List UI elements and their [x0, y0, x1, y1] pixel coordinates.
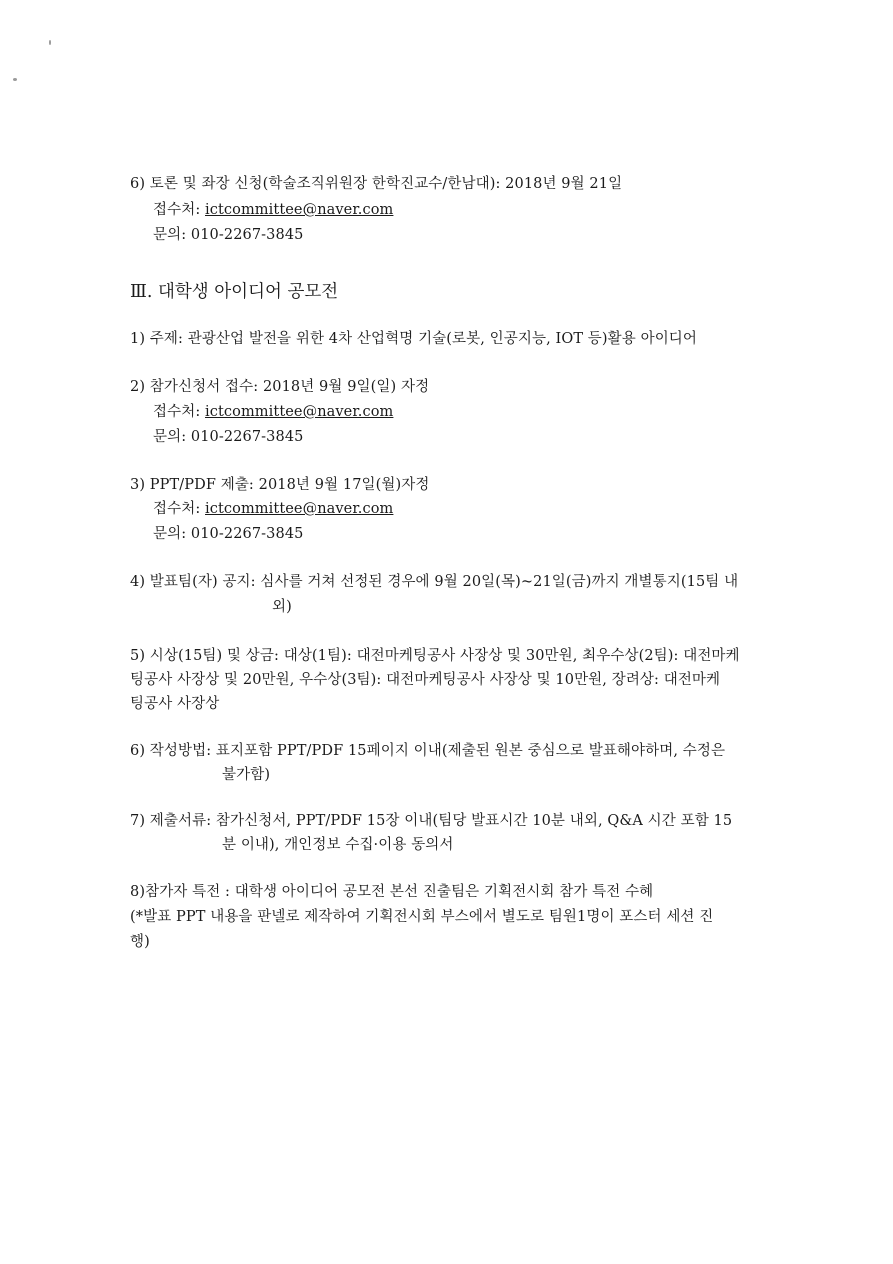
prev-item6-title: 6) 토론 및 좌장 신청(학술조직위원장 한학진교수/한남대): 2018년 9월 21일 — [130, 176, 623, 192]
contact-label: 접수처: — [153, 501, 206, 517]
section3-item6-line1: 6) 작성방법: 표지포함 PPT/PDF 15페이지 이내(제출된 원본 중심으로 발표해야하며, 수정은 — [130, 743, 726, 759]
prev-item6-phone: 문의: 010-2267-3845 — [153, 227, 304, 243]
scan-speck — [49, 40, 51, 45]
section3-item3-title: 3) PPT/PDF 제출: 2018년 9월 17일(월)자정 — [130, 477, 430, 493]
section3-item5-line1: 5) 시상(15팀) 및 상금: 대상(1팀): 대전마케팅공사 사장상 및 30만원, 최우수상(2팀): 대전마케 — [130, 648, 740, 664]
section3-item5-line2: 팅공사 사장상 및 20만원, 우수상(3팀): 대전마케팅공사 사장상 및 10만원, 장려상: 대전마케 — [130, 672, 721, 688]
section3-item4-line2: 외) — [272, 599, 292, 615]
section3-item3-contact — [153, 499, 393, 519]
section3-item2-contact — [153, 402, 393, 422]
contact-email-link[interactable]: ictcommittee@naver.com — [205, 501, 394, 517]
section3-heading: Ⅲ. 대학생 아이디어 공모전 — [130, 282, 339, 302]
section3-item8-line1: 8)참가자 특전 : 대학생 아이디어 공모전 본선 진출팀은 기획전시회 참가 특전 수혜 — [130, 884, 654, 900]
contact-label: 접수처: — [153, 404, 206, 420]
contact-email-link[interactable]: ictcommittee@naver.com — [205, 404, 394, 420]
section3-item5-line3: 팅공사 사장상 — [130, 696, 220, 712]
contact-label: 접수처: — [153, 202, 206, 218]
section3-item3-phone: 문의: 010-2267-3845 — [153, 526, 304, 542]
section3-item8-line2: (*발표 PPT 내용을 판넬로 제작하여 기획전시회 부스에서 별도로 팀원1명이 포스터 세션 진 — [130, 909, 714, 925]
section3-item6-line2: 불가함) — [222, 767, 271, 783]
section3-item7-line2: 분 이내), 개인정보 수집·이용 동의서 — [222, 837, 454, 853]
section3-item4-line1: 4) 발표팀(자) 공지: 심사를 거쳐 선정된 경우에 9월 20일(목)~21일(금)까지 개별통지(15팀 내 — [130, 574, 739, 590]
section3-item1: 1) 주제: 관광산업 발전을 위한 4차 산업혁명 기술(로봇, 인공지능, IOT 등)활용 아이디어 — [130, 331, 698, 347]
section3-item7-line1: 7) 제출서류: 참가신청서, PPT/PDF 15장 이내(팀당 발표시간 10분 내외, Q&A 시간 포함 15 — [130, 813, 733, 829]
prev-item6-contact — [153, 200, 393, 220]
contact-email-link[interactable]: ictcommittee@naver.com — [205, 202, 394, 218]
scan-speck — [13, 78, 17, 81]
section3-item8-line3: 행) — [130, 934, 150, 950]
section3-item2-title: 2) 참가신청서 접수: 2018년 9월 9일(일) 자정 — [130, 379, 430, 395]
section3-item2-phone: 문의: 010-2267-3845 — [153, 429, 304, 445]
